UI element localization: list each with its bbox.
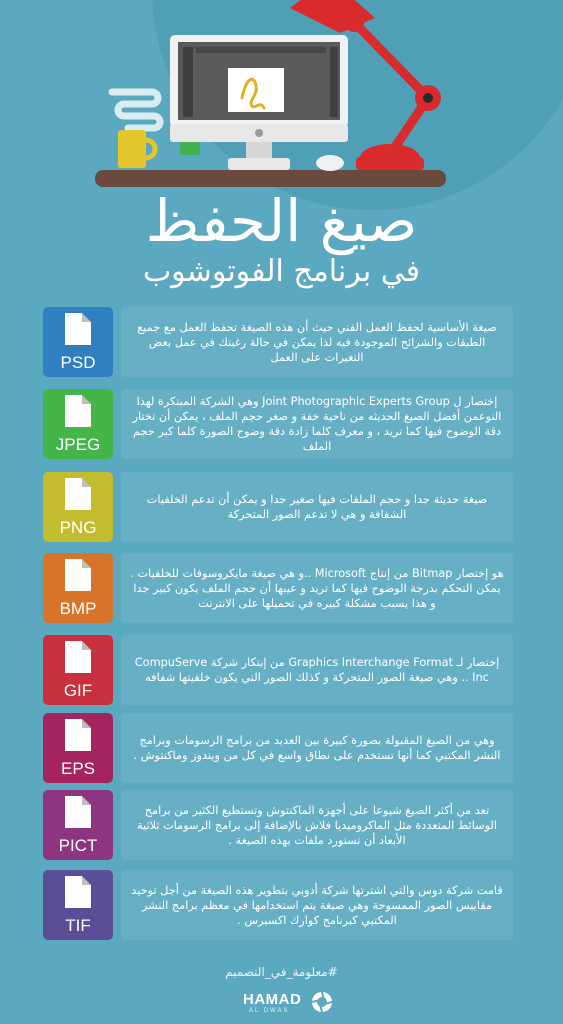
desk-illustration [0,0,563,200]
file-icon [65,641,91,673]
format-description: قامت شركة دوس والتي اشترتها شركة أدوبي بتطوير هذه الصيغة من أجل توحيد مقاييس الصور الممسوحة وهي صيغة يتم استخدامها في معظم برامج النشر المكتبي كبرنامج كوارك اكسبرس . [131,883,503,927]
format-description-box [121,635,513,705]
format-name: TIF [65,916,91,935]
format-description: تعد من أكثر الصيغ شيوعا على أجهزة الماكنتوش وتستطيع الكثير من برامج الوسائط المتعددة مثل الماكروميديا فلاش بالإضافة إلى برامج الرسومات ثلاثية الأبعاد أن تستورد ملفات بهذه الصيغة . [136,803,498,847]
desk-surface [95,170,446,187]
format-description-box [121,389,513,459]
format-description: صيغة حديثة جدا و حجم الملفات فيها صغير جدا و يمكن أن تدعم الخلفيات الشفافة و هي لا تدعم الصور المتحركة [146,493,488,521]
format-row-psd [43,307,513,377]
format-name: EPS [60,759,96,778]
format-description: وهي من الصيغ المقبولة بصورة كبيرة بين العديد من برامج الرسومات وبرامج النشر المكتبي كما أنها تستخدم على نطاق واسع في كل من ويندوز وماكنتوش . [133,734,501,762]
format-name: PNG [59,518,97,537]
file-icon [65,796,91,828]
steam-icon [112,92,160,128]
format-description-box [121,553,513,623]
page-subtitle: في برنامج الفوتوشوب [142,254,421,289]
hashtag: #معلومة_في_التصميم [225,965,338,979]
format-description-box [121,790,513,860]
format-row-tif [43,870,513,940]
file-icon [65,559,91,591]
format-row-bmp [43,553,513,623]
format-description-box [121,713,513,783]
file-icon [65,876,91,908]
mouse-icon [316,155,344,171]
format-name: PSD [60,353,96,372]
format-badge [43,389,113,459]
logo-subtitle: AL DWAS [249,1008,290,1014]
format-row-jpeg [43,389,513,459]
format-description-box [121,472,513,542]
format-row-eps [43,713,513,783]
file-icon [65,719,91,751]
aperture-icon [311,991,333,1013]
page-title: صيغ الحفظ [145,187,418,255]
format-row-gif [43,635,513,705]
file-icon [65,478,91,510]
file-icon [65,395,91,427]
format-badge [43,713,113,783]
format-name: GIF [63,681,93,700]
format-badge [43,790,113,860]
format-badge [43,307,113,377]
format-badge [43,635,113,705]
format-name: BMP [59,599,97,618]
format-badge [43,553,113,623]
format-description: صيغة الأساسية لحفظ العمل الفني حيث أن هذه الصيغة تحفظ العمل مع جميع الطبقات والشرائح الموجودة فيه لذا يمكن في حالة رغبتك في عمل بعض التغيرات على العمل [137,320,497,364]
file-icon [65,313,91,345]
format-row-png [43,472,513,542]
format-description-box [121,870,513,940]
format-name: PICT [58,836,98,855]
mug-icon [118,130,146,168]
format-badge [43,870,113,940]
format-row-pict [43,790,513,860]
format-description: إختصار لـ Graphics Interchange Format من إبتكار شركة CompuServe Inc .. وهي صيغة الصور المتحركة و كذلك الصور التي يكون خلفيتها شفافه [134,656,500,684]
format-description: هو إختصار Bitmap من إنتاج Microsoft ..و هي صيغة مايكروسوفات للخلفيات . يمكن التحكم بدرجة الوضوح فيها كما تريد و عيبها أن حجم الملف يكون كبير جدا و هذا يسبب مشكلة كبيره في تحميلها على الانترنت [130,566,504,610]
logo-name: HAMAD [243,991,302,1008]
format-description-box [121,307,513,377]
author-logo [243,989,343,1019]
format-description: إختصار ل Joint Photographic Experts Group وهي الشركة المبتكرة لهذا النوعمن أفضل الصيغ الحديثه من ناحية خفة و صغر حجم الملف ، يمكن أن تختار دقة الوضوح فيها كما تريد ، و معرف كلما زادة دقة وضوح الصورة كلما كبر حجم الملف [132,395,502,453]
format-badge [43,472,113,542]
format-name: JPEG [55,435,101,454]
